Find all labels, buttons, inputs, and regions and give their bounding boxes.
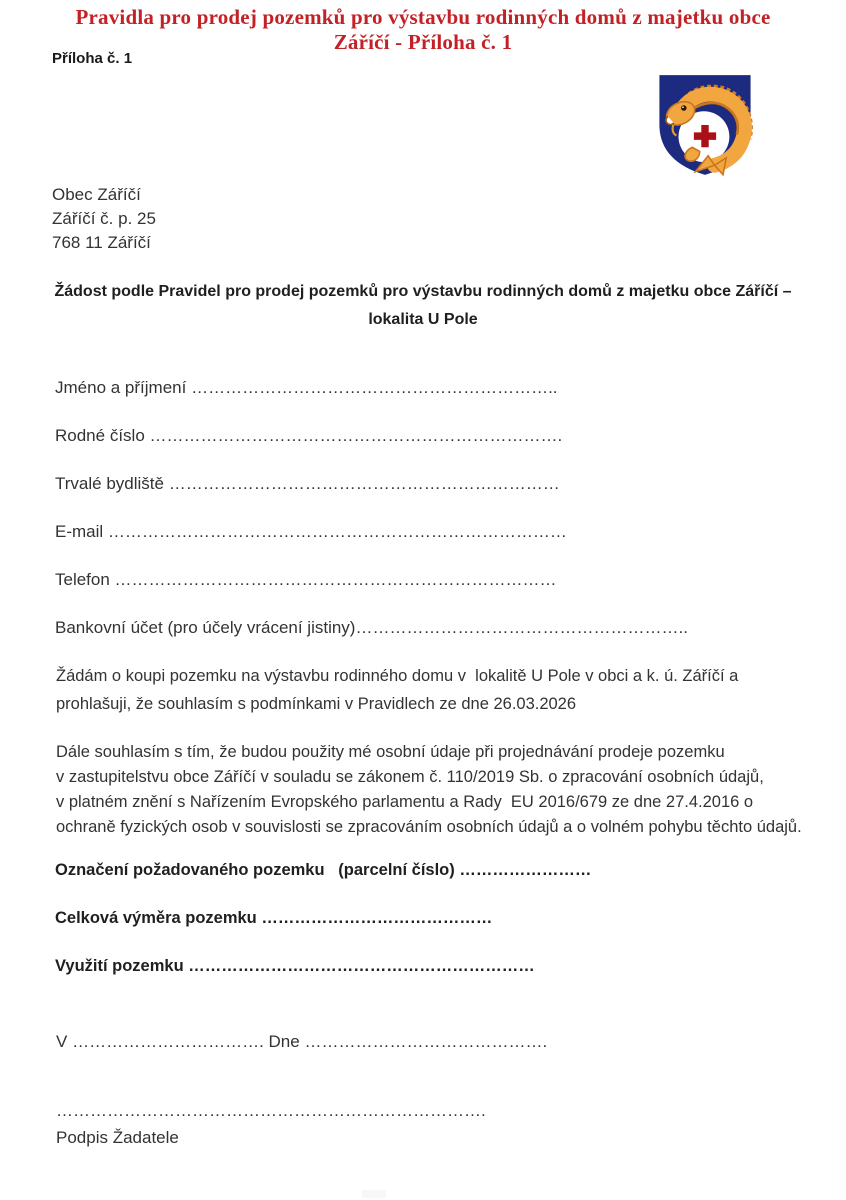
document-title	[0, 5, 846, 55]
signature-fill-line: ………………………………………………………………….	[56, 1101, 486, 1120]
fish-eye	[681, 105, 687, 111]
gdpr-consent-paragraph	[56, 740, 846, 840]
field-email-label: E-mail	[55, 522, 108, 541]
place-label: V	[56, 1032, 73, 1051]
field-parcel-area-fill-line: ……………………………………	[261, 909, 493, 927]
fish-eye-highlight	[682, 106, 684, 108]
field-parcel-number-label: Označení požadovaného pozemku (parcelní číslo)	[55, 861, 460, 879]
gdpr-consent-line3: v platném znění s Nařízením Evropského parlamentu a Rady EU 2016/679 ze dne 27.4.2016 o	[56, 793, 754, 811]
field-phone-label: Telefon	[55, 570, 115, 589]
gdpr-consent-line1: Dále souhlasím s tím, že budou použity mé osobní údaje při projednávání prodeje pozemku	[56, 743, 725, 761]
declaration-paragraph	[56, 662, 816, 718]
signature-label: Podpis Žadatele	[56, 1128, 179, 1147]
address-line-municipality: Obec Záříčí	[52, 185, 141, 204]
attachment-label: Příloha č. 1	[52, 50, 133, 67]
application-heading-line1: Žádost podle Pravidel pro prodej pozemků pro výstavbu rodinných domů z majetku obce Záříčí –	[54, 283, 792, 300]
signature-block	[56, 1097, 486, 1151]
place-and-date-row	[56, 1028, 547, 1055]
field-parcel-use-label: Využití pozemku	[55, 957, 189, 975]
field-parcel-number-row	[55, 857, 591, 884]
application-heading-line2: lokalita U Pole	[368, 311, 478, 328]
field-birth-number-label: Rodné číslo	[55, 426, 150, 445]
personal-fields	[55, 374, 688, 662]
field-residence-label: Trvalé bydliště	[55, 474, 169, 493]
date-label: Dne	[268, 1032, 305, 1051]
date-fill-line: …………………………………….	[304, 1032, 548, 1051]
declaration-paragraph-line2: prohlašuji, že souhlasím s podmínkami v Pravidlech ze dne 26.03.2026	[56, 695, 577, 713]
field-email-row	[55, 518, 688, 545]
document-title-line2: Záříčí - Příloha č. 1	[333, 30, 513, 54]
application-heading	[40, 278, 806, 334]
address-line-postcode: 768 11 Záříčí	[52, 233, 151, 252]
gdpr-consent-line2: v zastupitelstvu obce Záříčí v souladu se zákonem č. 110/2019 Sb. o zpracování osobních údajů,	[56, 768, 764, 786]
gdpr-consent-line4: ochraně fyzických osob v souvislosti se zpracováním osobních údajů a o volném pohybu těchto údajů.	[56, 818, 802, 836]
place-fill-line: …………………………….	[72, 1032, 269, 1051]
declaration-paragraph-line1: Žádám o koupi pozemku na výstavbu rodinného domu v lokalitě U Pole v obci a k. ú. Záříčí a	[56, 667, 739, 685]
field-email-fill-line: ………………………………………………………………………	[107, 522, 567, 541]
field-name-label: Jméno a příjmení	[55, 378, 192, 397]
scan-artifact	[362, 1190, 386, 1198]
field-bank-account-fill-line: …………………………………………………..	[355, 618, 688, 637]
coat-of-arms-icon	[650, 72, 760, 178]
field-parcel-use-row	[55, 953, 591, 980]
field-parcel-area-row	[55, 905, 591, 932]
field-birth-number-fill-line: ……………………………………………………………….	[149, 426, 563, 445]
field-residence-row	[55, 470, 688, 497]
field-phone-fill-line: ……………………………………………………………………	[114, 570, 557, 589]
field-parcel-use-fill-line: ………………………………………………………	[188, 957, 535, 975]
field-name-fill-line: ………………………………………………………..	[191, 378, 558, 397]
field-phone-row	[55, 566, 688, 593]
field-bank-account-label: Bankovní účet (pro účely vrácení jistiny)	[55, 618, 356, 637]
address-block	[52, 183, 156, 255]
document-title-line1: Pravidla pro prodej pozemků pro výstavbu rodinných domů z majetku obce	[75, 5, 771, 29]
field-birth-number-row	[55, 422, 688, 449]
field-parcel-number-fill-line: ……………………	[459, 861, 592, 879]
field-residence-fill-line: ……………………………………………………………	[168, 474, 560, 493]
municipal-coat-of-arms	[650, 72, 760, 178]
field-parcel-area-label: Celková výměra pozemku	[55, 909, 262, 927]
address-line-street: Záříčí č. p. 25	[52, 209, 156, 228]
field-bank-account-row	[55, 614, 688, 641]
parcel-fields	[55, 857, 591, 1001]
field-name-row	[55, 374, 688, 401]
